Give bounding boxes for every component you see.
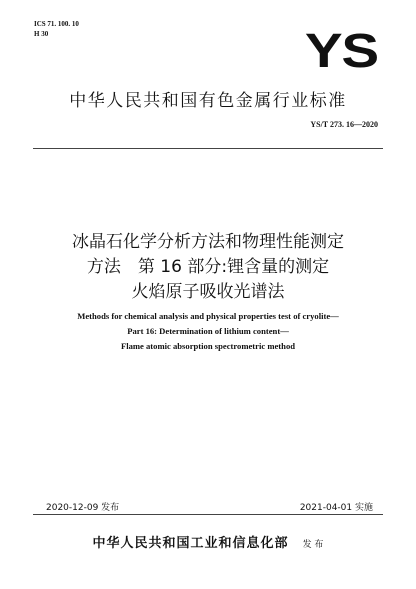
standard-number: YS/T 273. 16—2020	[310, 120, 378, 129]
issue-date: 2020-12-09 发布	[46, 503, 120, 513]
title-cn-line-2: 方法 第 16 部分:锂含量的测定	[86, 257, 330, 277]
ics-code: ICS 71. 100. 10	[34, 20, 79, 28]
document-title-cn	[0, 230, 416, 305]
issuer-name: 中华人民共和国工业和信息化部	[92, 536, 289, 551]
title-cn-line-3: 火焰原子吸收光谱法	[131, 282, 285, 302]
title-en-line-1: Methods for chemical analysis and physical properties test of cryolite—	[77, 311, 339, 321]
standard-title: 中华人民共和国有色金属行业标准	[69, 91, 347, 111]
title-en-line-2: Part 16: Determination of lithium content—	[127, 326, 289, 336]
issuing-authority	[0, 532, 416, 551]
header-divider	[33, 148, 383, 149]
implementation-date: 2021-04-01 实施	[299, 503, 373, 513]
title-en-line-3: Flame atomic absorption spectrometric method	[120, 341, 296, 351]
classification-codes	[34, 19, 79, 39]
ccs-code: H 30	[34, 30, 49, 38]
footer-divider	[33, 514, 383, 515]
title-cn-line-1: 冰晶石化学分析方法和物理性能测定	[72, 232, 344, 252]
issuer-tag: 发 布	[302, 540, 324, 550]
ys-logo: YS	[304, 25, 378, 78]
document-title-en	[0, 309, 416, 354]
